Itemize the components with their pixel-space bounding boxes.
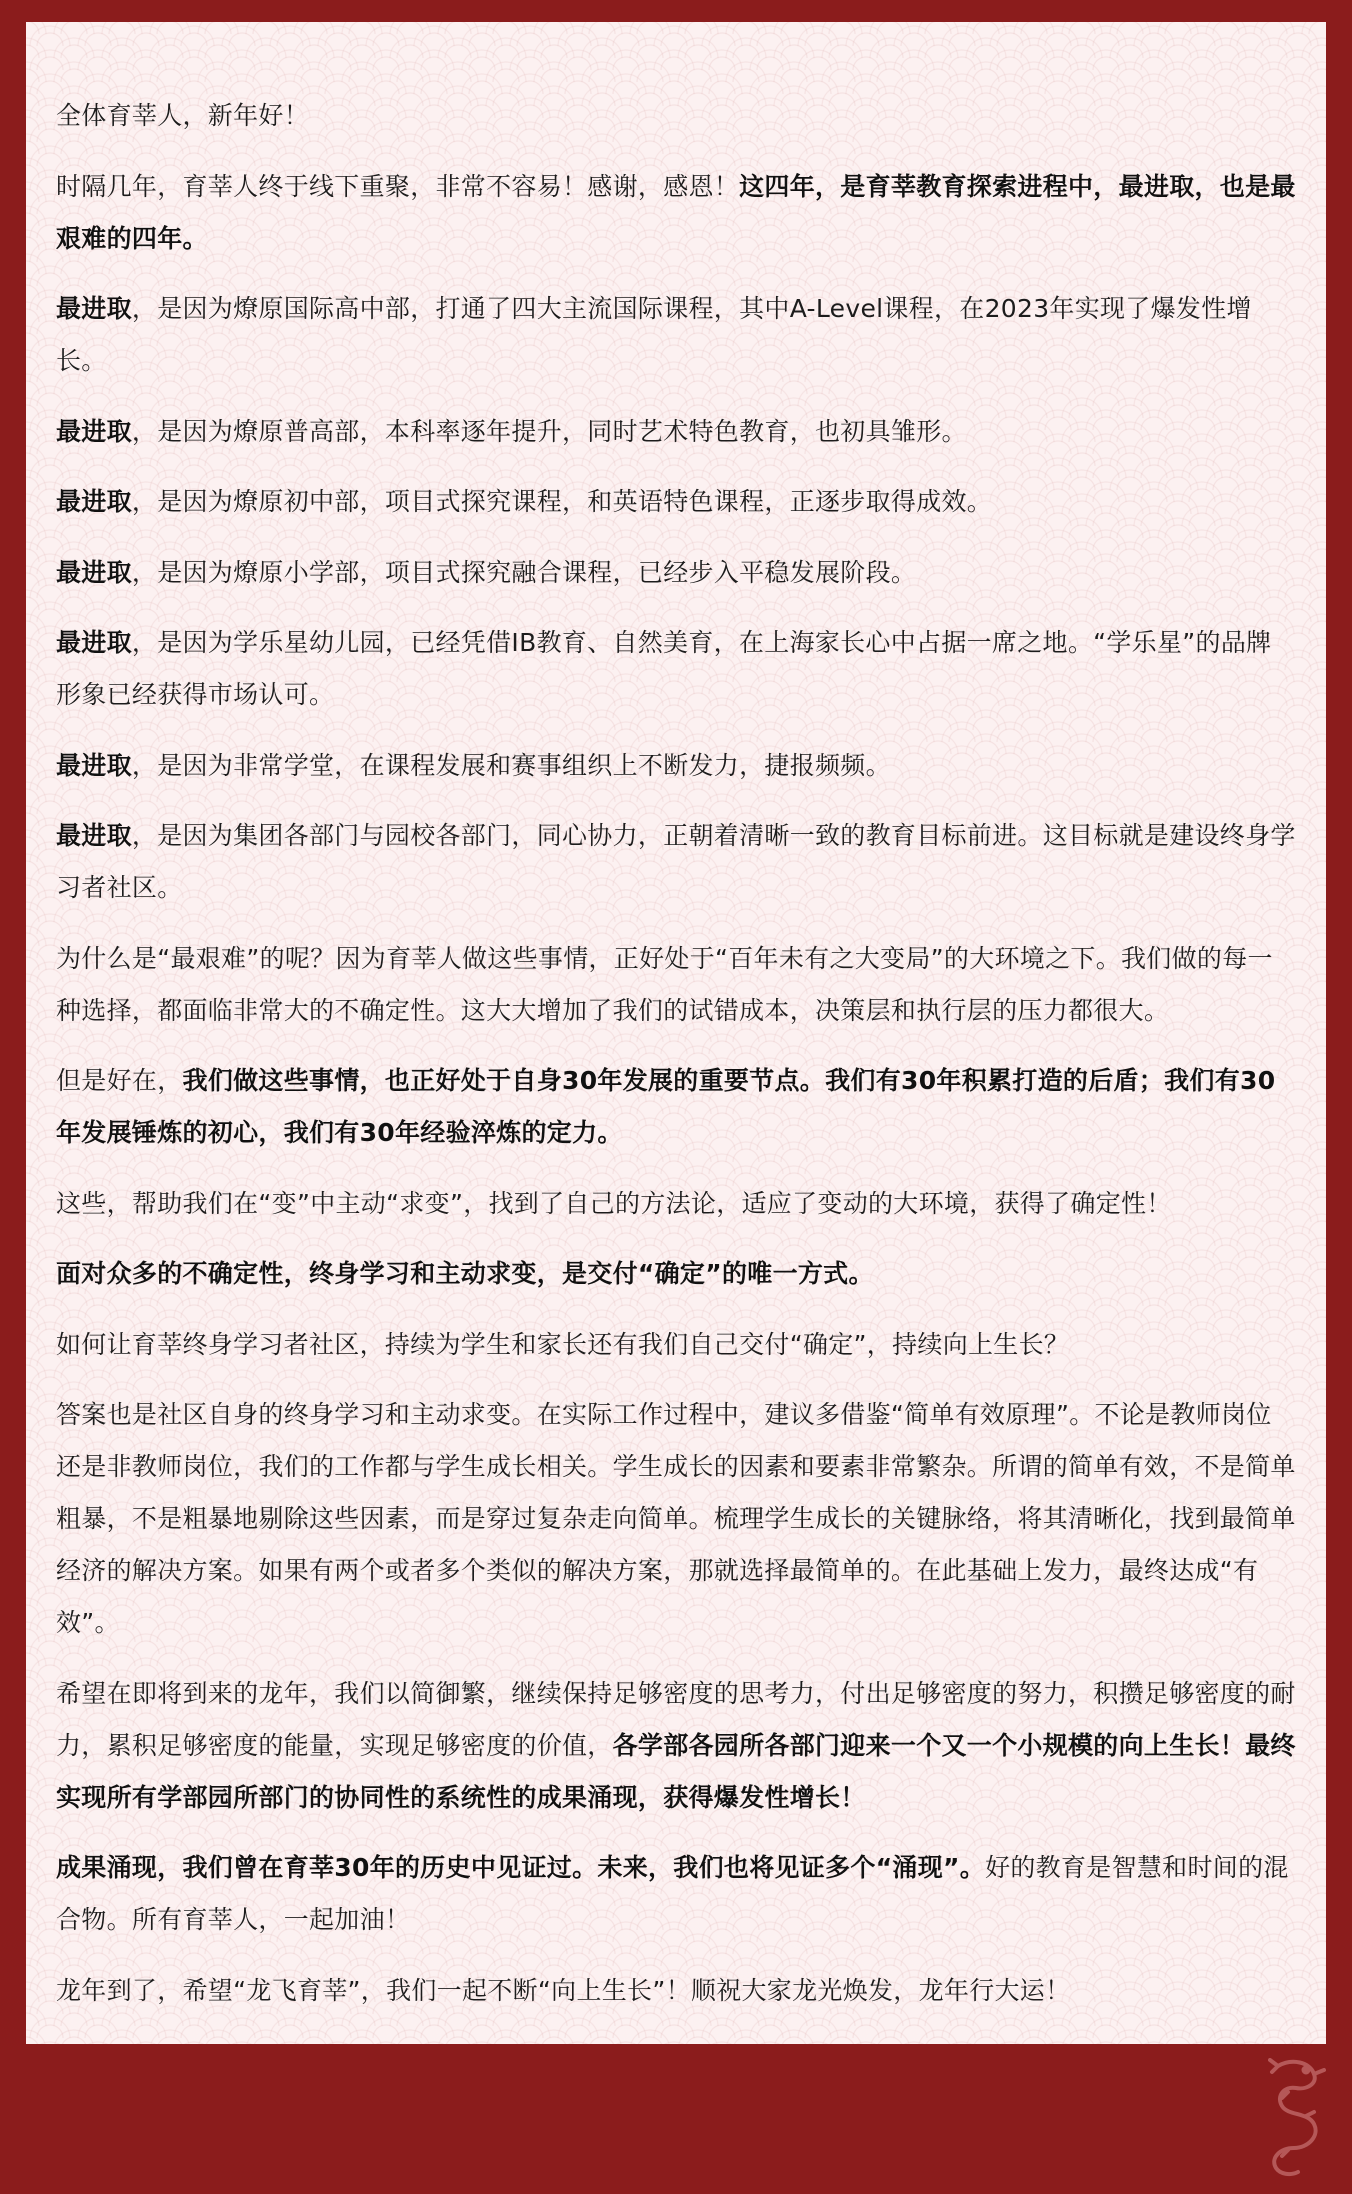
letter-paragraph — [56, 740, 1296, 792]
letter-paragraph — [56, 810, 1296, 914]
text: ，是因为集团各部门与园校各部门，同心协力，正朝着清晰一致的教育目标前进。这目标就是建设终身学习者社区。 — [56, 821, 1296, 902]
bold-text: 最进取 — [56, 628, 132, 657]
letter-paragraph — [56, 617, 1296, 721]
letter-paragraph — [56, 933, 1296, 1037]
text: 答案也是社区自身的终身学习和主动求变。在实际工作过程中，建议多借鉴“简单有效原理”。不论是教师岗位还是非教师岗位，我们的工作都与学生成长相关。学生成长的因素和要素非常繁杂。所谓的简单有效，不是简单粗暴，不是粗暴地剔除这些因素，而是穿过复杂走向简单。梳理学生成长的关键脉络，将其清晰化，找到最简单经济的解决方案。如果有两个或者多个类似的解决方案，那就选择最简单的。在此基础上发力，最终达成“有效”。 — [56, 1400, 1296, 1637]
text: 龙年到了，希望“龙飞育莘”，我们一起不断“向上生长”！顺祝大家龙光焕发，龙年行大运！ — [56, 1975, 1071, 2005]
bold-text: 各学部各园所各部门迎来一个又一个小规模的向上生长！最终实现所有学部园所部门的协同性的系统性的成果涌现，获得爆发性增长！ — [56, 1730, 1296, 1812]
text: ，是因为非常学堂，在课程发展和赛事组织上不断发力，捷报频频。 — [131, 750, 891, 780]
letter-paragraph — [56, 1965, 1296, 2017]
letter-body — [56, 161, 1296, 2017]
letter-paragraph — [56, 161, 1296, 265]
text: ，是因为燎原初中部，项目式探究课程，和英语特色课程，正逐步取得成效。 — [131, 487, 993, 516]
bold-text: 最进取 — [56, 750, 132, 780]
text: 希望在即将到来的龙年，我们以简御繁，继续保持足够密度的思考力，付出足够密度的努力，积攒足够密度的耐力，累积足够密度的能量，实现足够密度的价值， — [56, 1678, 1296, 1760]
dragon-icon — [1248, 2052, 1334, 2182]
text: ，是因为燎原普高部，本科率逐年提升，同时艺术特色教育，也初具雏形。 — [131, 416, 967, 446]
text: 好的教育是智慧和时间的混合物。所有育莘人，一起加油！ — [56, 1853, 1289, 1934]
bold-text: 最进取 — [56, 416, 132, 446]
bold-text: 最进取 — [56, 487, 132, 516]
bold-text: 面对众多的不确定性，终身学习和主动求变，是交付“确定”的唯一方式。 — [56, 1259, 874, 1288]
text: 时隔几年，育莘人终于线下重聚，非常不容易！感谢，感恩！ — [56, 171, 740, 201]
letter-paragraph — [56, 1178, 1296, 1230]
text: 这些，帮助我们在“变”中主动“求变”，找到了自己的方法论，适应了变动的大环境，获得了确定性！ — [56, 1188, 1172, 1218]
letter-paragraph — [56, 1248, 1296, 1300]
text: 如何让育莘终身学习者社区，持续为学生和家长还有我们自己交付“确定”，持续向上生长？ — [56, 1329, 1070, 1359]
letter-paragraph — [56, 283, 1296, 387]
letter-paragraph — [56, 1319, 1296, 1371]
letter-paragraph — [56, 547, 1296, 599]
letter-paragraph — [56, 1668, 1296, 1824]
text: ，是因为学乐星幼儿园，已经凭借IB教育、自然美育，在上海家长心中占据一席之地。“学乐星”的品牌形象已经获得市场认可。 — [56, 628, 1272, 709]
bold-text: 最进取 — [56, 557, 132, 587]
text: 为什么是“最艰难”的呢？因为育莘人做这些事情，正好处于“百年未有之大变局”的大环境之下。我们做的每一种选择，都面临非常大的不确定性。这大大增加了我们的试错成本，决策层和执行层的压力都很大。 — [56, 943, 1273, 1025]
bold-text: 成果涌现，我们曾在育莘30年的历史中见证过。未来，我们也将见证多个“涌现”。 — [56, 1853, 986, 1882]
text: 但是好在， — [56, 1066, 183, 1095]
letter-paragraph — [56, 1389, 1296, 1649]
letter-greeting: 全体育莘人，新年好！ — [56, 101, 310, 130]
letter-panel — [26, 22, 1326, 2044]
letter-paragraph — [56, 1055, 1296, 1159]
bold-text: 最进取 — [56, 294, 132, 323]
bold-text: 最进取 — [56, 821, 132, 850]
letter-paragraph — [56, 406, 1296, 458]
text: ，是因为燎原国际高中部，打通了四大主流国际课程，其中A-Level课程，在2023年实现了爆发性增长。 — [56, 294, 1252, 375]
letter-paragraph — [56, 476, 1296, 528]
bold-text: 我们做这些事情，也正好处于自身30年发展的重要节点。我们有30年积累打造的后盾；我们有30年发展锤炼的初心，我们有30年经验淬炼的定力。 — [56, 1066, 1276, 1147]
bold-text: 这四年，是育莘教育探索进程中，最进取，也是最艰难的四年。 — [56, 171, 1296, 253]
text: ，是因为燎原小学部，项目式探究融合课程，已经步入平稳发展阶段。 — [131, 557, 917, 587]
letter-paragraph — [56, 1842, 1296, 1946]
